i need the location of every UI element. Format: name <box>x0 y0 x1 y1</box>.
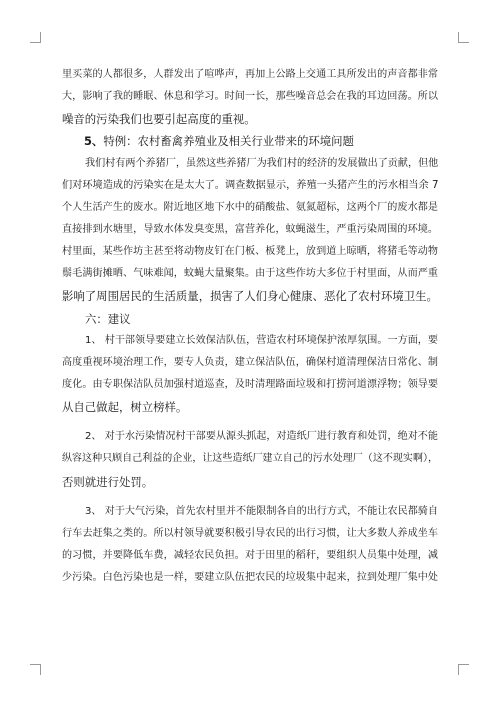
text-line: 的习惯，并要降低车费，减轻农民负担。对于田里的稻秆，要组织人员集中处理，减 <box>62 549 438 561</box>
text-line: 高度重视环境治理工作，要专人负责，建立保洁队伍，确保村道清理保洁日常化、制 <box>62 356 438 368</box>
heading-5-special-case <box>62 130 438 152</box>
heading-text: 特例：农村畜禽养殖业及相关行业带来的环境问题 <box>103 134 354 149</box>
text-line: 从自己做起，树立榜样。 <box>62 400 188 415</box>
text-line: 鬃毛满街摊晒、气味难闻，蚊蝇大量聚集。由于这些作坊大多位于村里面，从而严重 <box>62 268 438 280</box>
text-line: 我们村有两个养猪厂，虽然这些养猪厂为我们村的经济的发展做出了贡献，但他 <box>85 157 439 169</box>
text-line: 行车去赶集之类的。所以村领导就要积极引导农民的出行习惯，让大多数人养成坐车 <box>62 527 438 539</box>
text-line: 少污染。白色污染也是一样，要建立队伍把农民的垃圾集中起来，拉到处理厂集中处 <box>62 572 438 584</box>
suggestion-2 <box>62 426 438 492</box>
suggestion-1 <box>62 330 438 419</box>
heading-number: 5、 <box>84 134 104 149</box>
text-line: 2、 对于水污染情况村干部要从源头抓起，对造纸厂进行教育和处罚，绝对不能 <box>85 431 438 443</box>
document-body <box>62 64 438 589</box>
text-line: 噪音的污染我们也要引起高度的重视。 <box>62 112 256 127</box>
text-line: 们对环境造成的污染实在是太大了。调查数据显示，养殖一头猪产生的污水相当余 7 <box>62 179 439 191</box>
crop-mark-top-right <box>458 32 469 43</box>
text-line: 村里面，某些作坊主甚至将动物皮钉在门板、板凳上，放到道上晾晒，将猪毛等动物 <box>62 246 438 258</box>
text-line: 里买菜的人都很多，人群发出了喧哗声，再加上公路上交通工具所发出的声音都非常 <box>62 69 438 80</box>
crop-mark-top-left <box>30 32 41 43</box>
text-line: 纵容这种只顾自己利益的企业，让这些造纸厂建立自己的污水处理厂（这不现实啊）， <box>62 453 438 465</box>
suggestion-3 <box>62 501 438 590</box>
section-6-title <box>62 308 438 330</box>
text-line: 度化。由专职保洁队员加强村道巡查，及时清理路面垃圾和打捞河道漂浮物；领导要 <box>62 378 438 390</box>
crop-mark-bottom-right <box>458 664 469 675</box>
text-line: 否则就进行处罚。 <box>62 474 154 489</box>
text-line: 影响了周围居民的生活质量，损害了人们身心健康、恶化了农村环境卫生。 <box>62 289 438 304</box>
crop-mark-bottom-left <box>30 664 41 675</box>
text-line: 直接排到水塘里，导致水体发臭变黑，富营养化，蚊蝇滋生，严重污染周围的环境。 <box>62 223 438 235</box>
text-line: 3、 对于大气污染，首先农村里并不能限制各自的出行方式，不能让农民都骑自 <box>85 505 438 517</box>
text-line: 1、 村干部领导要建立长效保洁队伍，营造农村环境保护浓厚氛围。一方面，要 <box>85 334 438 346</box>
text-line: 个人生活产生的废水。附近地区地下水中的硝酸盐、氨氮超标，这两个厂的废水都是 <box>62 201 438 213</box>
paragraph-pig-farm <box>62 153 438 308</box>
paragraph-noise-continuation <box>62 64 438 130</box>
section-title-text: 六：建议 <box>85 311 131 326</box>
text-line: 大，影响了我的睡眠、休息和学习。时间一长，那些噪音总会在我的耳边回荡。所以 <box>62 91 438 103</box>
